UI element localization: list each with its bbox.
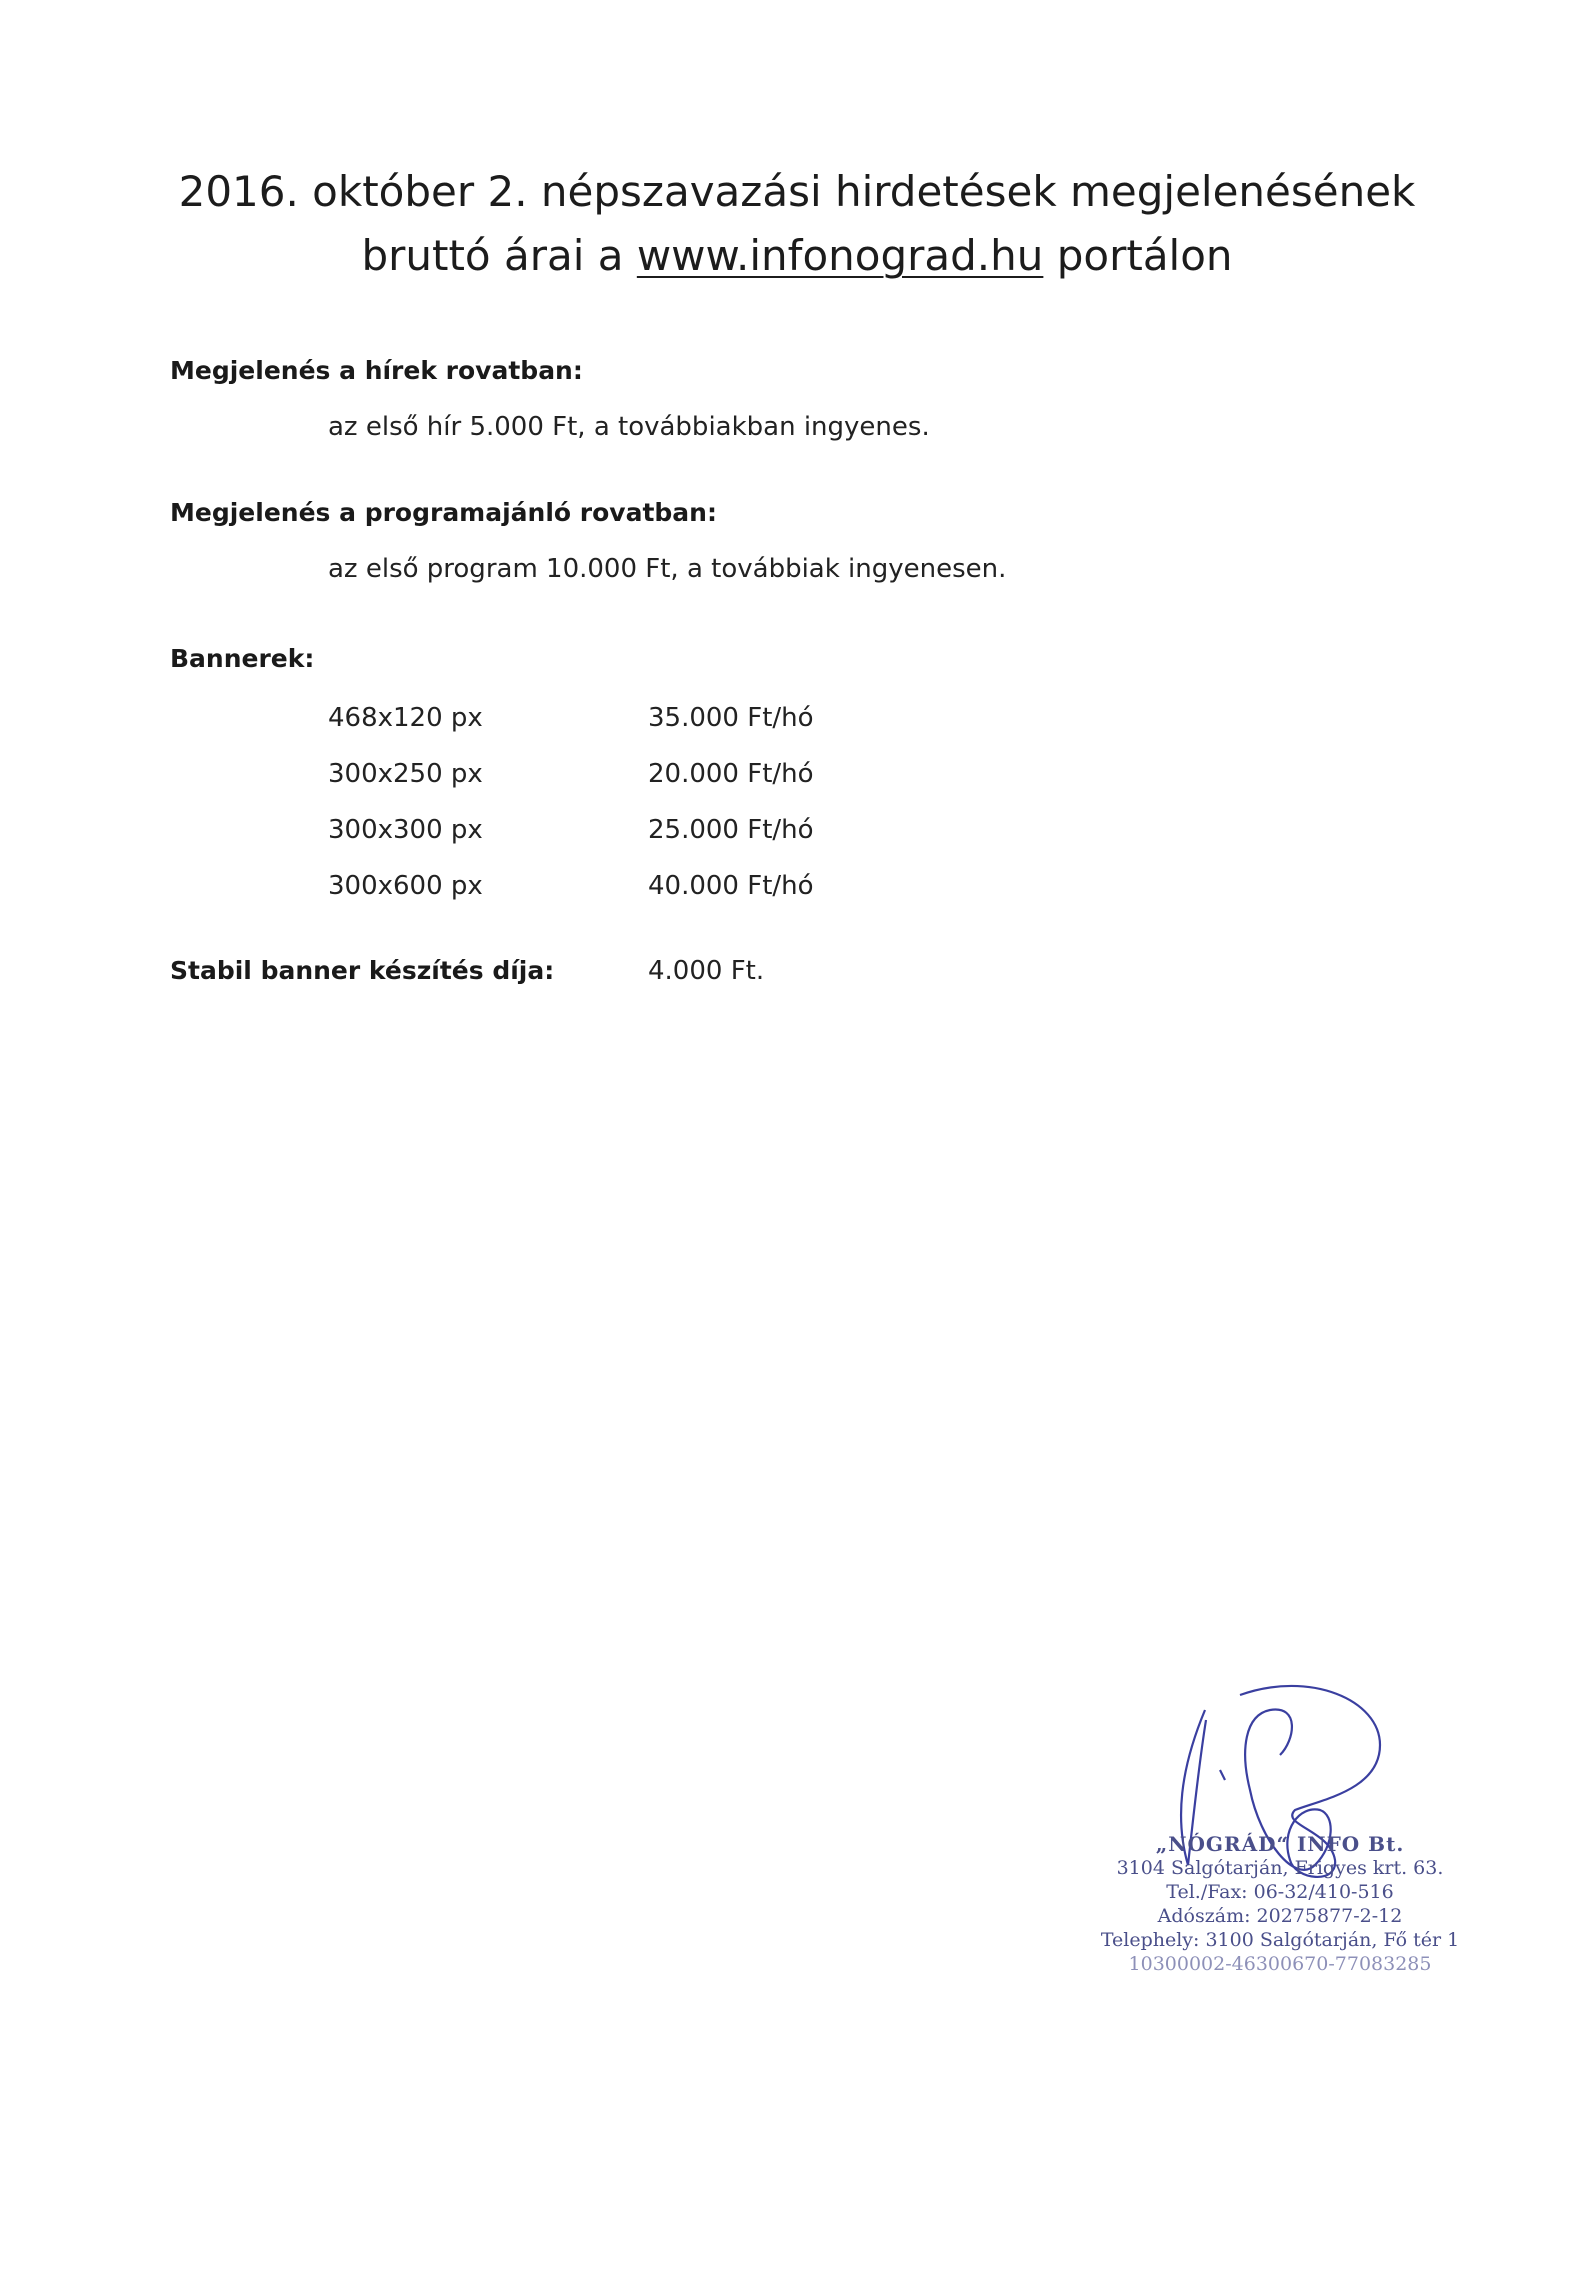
title-line-1: 2016. október 2. népszavazási hirdetések megjelenésének	[178, 167, 1416, 216]
stamp-tax-number: Adószám: 20275877-2-12	[1157, 1905, 1403, 1927]
banner-size: 468x120 px	[328, 703, 483, 733]
banner-price: 40.000 Ft/hó	[648, 871, 814, 901]
table-row	[328, 858, 1028, 914]
banner-price: 35.000 Ft/hó	[648, 703, 814, 733]
stamp-account: 10300002-46300670-77083285	[1128, 1953, 1432, 1975]
document-title	[0, 160, 1594, 288]
title-line-2	[0, 224, 1594, 288]
banner-price: 25.000 Ft/hó	[648, 815, 814, 845]
stamp-company-name: „NÓGRÁD“ INFO Bt.	[1155, 1832, 1405, 1856]
stamp-site: Telephely: 3100 Salgótarján, Fő tér 1	[1100, 1929, 1460, 1951]
title-prefix: bruttó árai a	[361, 231, 637, 280]
news-price-text: az első hír 5.000 Ft, a továbbiakban ingyenes.	[328, 412, 930, 442]
stamp-text	[1080, 1832, 1480, 1976]
news-heading: Megjelenés a hírek rovatban:	[170, 356, 583, 385]
title-suffix: portálon	[1043, 231, 1233, 280]
table-row	[328, 690, 1028, 746]
stable-banner-price: 4.000 Ft.	[648, 956, 765, 986]
table-row	[328, 746, 1028, 802]
banner-size: 300x300 px	[328, 815, 483, 845]
portal-url-link[interactable]: www.infonograd.hu	[636, 231, 1044, 280]
programs-price-text: az első program 10.000 Ft, a továbbiak ingyenesen.	[328, 554, 1007, 584]
banner-price-table	[328, 690, 1028, 914]
stamp-phone: Tel./Fax: 06-32/410-516	[1166, 1881, 1394, 1903]
stamp-address: 3104 Salgótarján, Frigyes krt. 63.	[1116, 1857, 1444, 1879]
banner-size: 300x250 px	[328, 759, 483, 789]
company-stamp	[1080, 1680, 1480, 1980]
programs-heading: Megjelenés a programajánló rovatban:	[170, 498, 717, 527]
stable-banner-label: Stabil banner készítés díja:	[170, 956, 555, 985]
banner-size: 300x600 px	[328, 871, 483, 901]
banner-price: 20.000 Ft/hó	[648, 759, 814, 789]
table-row	[328, 802, 1028, 858]
banners-heading: Bannerek:	[170, 644, 315, 673]
